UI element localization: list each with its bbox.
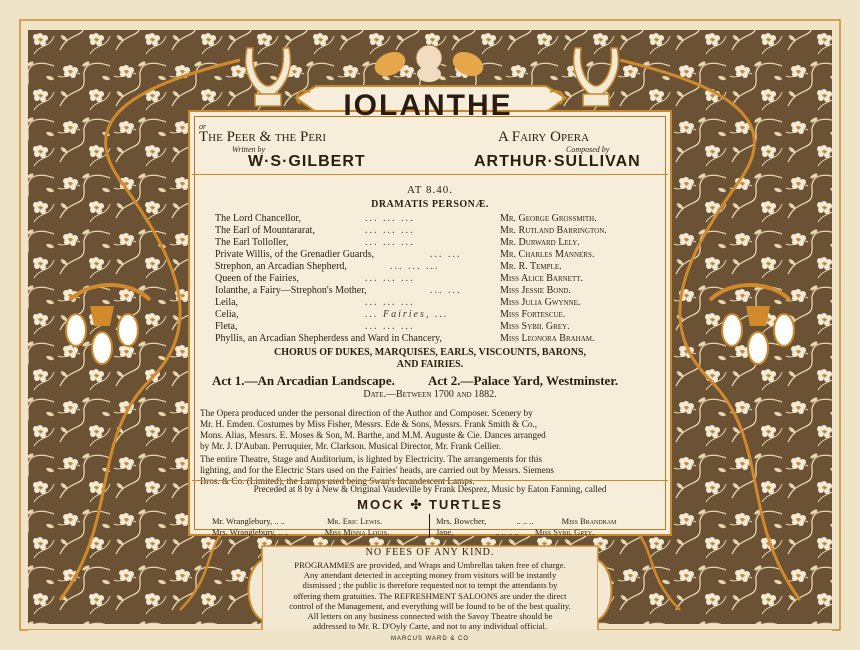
- opera-title: IOLANTHE: [343, 89, 513, 122]
- section-rule: [192, 480, 668, 481]
- cast-row: Iolanthe, a Fairy—Strephon's Mother, ... ... Miss Jessie Bond.: [215, 285, 571, 296]
- cast-row: Queen of the Fairies, ... ... ... Miss Alice Barnett.: [215, 273, 584, 284]
- no-fees-heading: NO FEES OF ANY KIND.: [365, 547, 495, 558]
- production-paragraph: The Opera produced under the personal direction of the Author and Composer. Scenery by Mr. H. Emden. Costumes by Miss Fisher, Messrs. Ede & Sons, Messrs. Frank Smith & Co., Mons. Alias, Messrs. E. Moses & Son, M. Barthe, and M.M. Auguste & Cie. Dances arranged by Mr. J. D'Auban. Perruquier, Mr. Clarkson. Musical Director, Mr. Frank Cellier.: [200, 408, 546, 451]
- cast-row: Fleta, ... ... ... Miss Sybil Grey.: [215, 321, 570, 332]
- notice-text: PROGRAMMES are provided, and Wraps and Umbrellas taken free of charge. Any attendant detected in accepting money from visitors will be instantly dismissed ; the public is therefore requested not to tempt the attendants by offering them gratuities. The REFRESHMENT SALOONS are under the direct control of the Management, and everything will be found to be of the best quality. All letters on any business connected with the Savoy Theatre should be addressed to Mr. R. D'Oyly Carte, and not to any individual official.: [289, 560, 571, 632]
- list-item: Jane, .. .. .. .. Miss Sybil Grey.: [436, 527, 595, 537]
- dramatis-personae-heading: DRAMATIS PERSONÆ.: [371, 199, 489, 210]
- mock-cast-divider: [429, 514, 430, 538]
- cast-row: The Earl Tolloller, ... ... ... Mr. Durward Lely.: [215, 237, 580, 248]
- electric-paragraph: The entire Theatre, Stage and Auditorium, is lighted by Electricity. The arrangements for this lighting, and for the Electric Stars used on the Fairies' heads, are carried out by Messrs. Siemens Bros. & Co. (Limited), the Lamps used being Swan's Incandescent Lamps.: [200, 454, 555, 486]
- cast-row: The Lord Chancellor, ... ... ... Mr. George Grossmith.: [215, 213, 597, 224]
- composed-by-label: Composed by: [566, 145, 610, 154]
- mock-turtles-title: MOCK ✣ TURTLES: [357, 497, 503, 512]
- preceded-line: Preceded at 8 by a New & Original Vaudeville by Frank Desprez, Music by Eaton Fanning, called: [253, 484, 607, 494]
- cast-row: The Earl of Mountararat, ... ... ... Mr. Rutland Barrington.: [215, 225, 607, 236]
- act-2: Act 2.—Palace Yard, Westminster.: [428, 373, 619, 388]
- cast-row: Leila, ... ... ... Miss Julia Gwynne.: [215, 297, 581, 308]
- cast-row: Phyllis, an Arcadian Shepherdess and Ward in Chancery, Miss Leonora Braham.: [215, 333, 595, 344]
- author-name: W·S·GILBERT: [248, 153, 366, 170]
- cast-row: Strephon, an Arcadian Shepherd, ... ... ... Mr. R. Temple.: [215, 261, 562, 272]
- composer-name: ARTHUR·SULLIVAN: [474, 153, 641, 170]
- written-by-label: Written by: [232, 145, 266, 154]
- list-item: Mrs. Bowcher, .. .. .. Miss Brandram: [436, 516, 617, 526]
- cast-row: Private Willis, of the Grenadier Guards, ... ... Mr. Charles Manners.: [215, 249, 595, 260]
- printer-credit: MARCUS WARD & CO: [390, 636, 470, 642]
- chorus-line-1: CHORUS OF DUKES, MARQUISES, EARLS, VISCOUNTS, BARONS,: [273, 347, 586, 358]
- title-banner: [300, 86, 556, 126]
- header-rule: [192, 174, 668, 175]
- act-1: Act 1.—An Arcadian Landscape.: [212, 373, 395, 388]
- date-line: Date.—Between 1700 and 1882.: [363, 389, 497, 400]
- cast-row: Celia, ... Fairies, ... Miss Fortescue.: [215, 309, 566, 320]
- subtitle-left: The Peer & the Peri: [199, 129, 327, 145]
- list-item: Mrs. Wranglebury, .. .. Miss Minna Louis.: [212, 527, 390, 537]
- list-item: Mr. Wranglebury, .. .. Mr. Eric Lewis.: [212, 516, 383, 526]
- subtitle-right: A Fairy Opera: [498, 129, 590, 145]
- chorus-line-2: AND FAIRIES.: [396, 359, 464, 370]
- start-time: AT 8.40.: [407, 184, 453, 196]
- or-label: or: [199, 122, 207, 131]
